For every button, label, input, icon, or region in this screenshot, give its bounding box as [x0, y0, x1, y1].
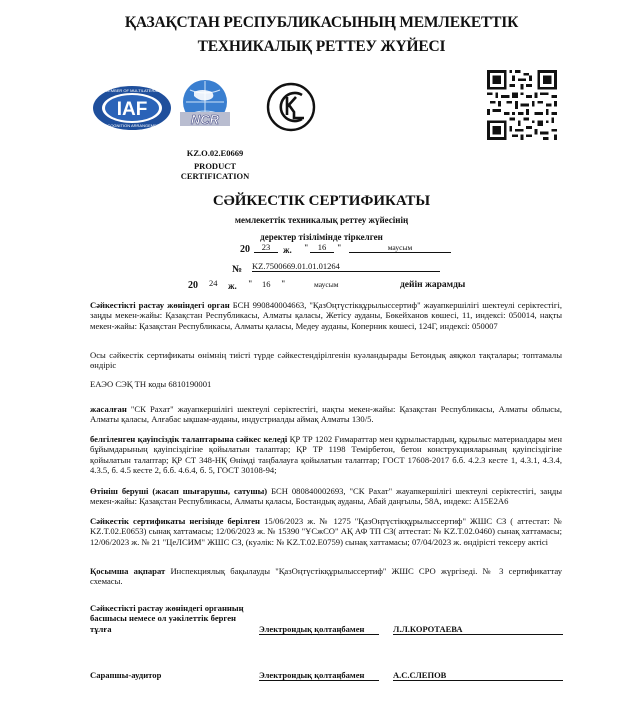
valid-year-prefix: 20: [188, 280, 198, 291]
code-value: 6810190001: [166, 379, 212, 389]
applicant-section: [90, 486, 562, 507]
basis-section: [90, 516, 562, 547]
signature-1-name: Л.Л.КОРОТАЕВА: [393, 624, 563, 635]
extra-info-text: Инспекциялық бақылауды "ҚазОңтүстікқұрылыссертиф" ЖШС СРО жүргізеді. № 3 сертификаттау схемасы.: [90, 566, 562, 587]
extra-info-section: [90, 566, 562, 587]
applicant-text: БСН 080840002693, "СК Рахат" жауапкершілігі шектеулі серіктестігі, заңды мекен-жайы: Қазақстан Республикасы, Алматы қаласы, Бостандық ауданы, Абай даңғылы, 58А, индекс: A15E2A6: [90, 486, 562, 507]
valid-day: 16: [262, 279, 271, 289]
signature-2-method: Электрондық қолтаңбамен: [259, 670, 379, 681]
svg-text:IAF: IAF: [116, 99, 148, 120]
valid-quote-open: ": [248, 279, 253, 288]
basis-label: Сәйкестік сертификаты негізінде берілген: [90, 516, 261, 526]
iaf-logo: [92, 85, 172, 131]
signature-2-name: А.С.СЛЕПОВ: [393, 670, 563, 681]
applicant-label: Өтініш беруші (жасап шығарушы, сатушы): [90, 486, 268, 496]
signature-1-role: [90, 603, 250, 634]
qr-code: [487, 70, 557, 140]
certification-body-label: Сәйкестікті растау жөніндегі орган: [90, 300, 230, 310]
certificate-title: СӘЙКЕСТІК СЕРТИФИКАТЫ: [212, 193, 431, 209]
product-text: Осы сәйкестік сертификаты өнімнің тиісті түрде сәйкестендірілгенін куәландырады Бетондық аяқжол тақталары; топтамалы өндіріс: [90, 350, 562, 371]
code-label: ЕАЭО СЭҚ ТН коды: [90, 379, 167, 389]
signature-1-role-line1: Сәйкестікті растау жөніндегі органның: [90, 603, 244, 613]
valid-year-suffix: ж.: [228, 281, 237, 291]
ncr-logo: [178, 78, 232, 133]
product-certification-label-1: PRODUCT: [193, 161, 237, 171]
header-title-line2: ТЕХНИКАЛЫҚ РЕТТЕУ ЖҮЙЕСІ: [197, 38, 446, 55]
signature-1-role-line2: басшысы немесе ол уәкілеттік берген: [90, 613, 236, 624]
accreditation-code: KZ.O.02.E0669: [186, 148, 244, 158]
basis-text: 15/06/2023 ж. № 1275 "ҚазОңтүстікқұрылыссертиф" ЖШС СЗ ( аттестат: № KZ.T.02.E0653) сынақ хаттамасы; 12/06/2023 ж. № 15390 "ҰСжСО" АҚ АФ ТП СЗ( аттестат: № KZ.T.02.0460) сынақ хаттамасы; 12/06/2023 ж. № 21 "ЦеЛСИМ" ЖШС СЗ, (куәлік: № KZ.T.02.E0759) сынақ хаттамасы; 07/04/2023 ж. өндірісті тексеру актісі: [90, 516, 563, 547]
reg-quote-close: ": [337, 243, 342, 252]
svg-text:RECOGNITION ARRANGEMENT: RECOGNITION ARRANGEMENT: [101, 123, 163, 128]
signature-2-role: Сарапшы-аудитор: [90, 670, 162, 680]
reg-year-prefix: 20: [240, 244, 250, 255]
product-section: [90, 350, 562, 371]
valid-month: маусым: [314, 280, 339, 289]
reg-quote-open: ": [304, 243, 309, 252]
reg-day: 16: [310, 242, 334, 253]
reg-year: 23: [254, 242, 278, 253]
valid-year: 24: [209, 278, 218, 288]
certification-body-section: [90, 300, 562, 331]
product-certification-label-2: CERTIFICATION: [180, 171, 250, 181]
header-title-line1: ҚАЗАҚСТАН РЕСПУБЛИКАСЫНЫҢ МЕМЛЕКЕТТІК: [124, 14, 519, 31]
kz-conformity-mark-icon: [266, 82, 316, 132]
certificate-number: KZ.7500669.01.01.01264: [252, 261, 440, 272]
manufacturer-text: "СК Рахат" жауапкершілігі шектеулі серіктестігі, нақты мекен-жайы: Қазақстан Республикасы, Алматы облысы, Алматы қаласы, Алғабас ықшам-ауданы, индустриалды аймақ Алматы 130/5.: [90, 404, 562, 425]
signature-1-method: Электрондық қолтаңбамен: [259, 624, 379, 635]
extra-info-label: Қосымша ақпарат: [90, 566, 166, 576]
code-section: [90, 379, 562, 389]
manufacturer-section: [90, 404, 562, 425]
valid-suffix: дейін жарамды: [400, 280, 466, 290]
certificate-subtitle-2: деректер тізілімінде тіркелген: [260, 232, 383, 242]
valid-quote-close: ": [281, 279, 286, 288]
reg-year-suffix: ж.: [283, 245, 292, 255]
certification-body-text: БСН 990840004663, "ҚазОңтүстікқұрылыссертиф" жауапкершілігі шектеулі серіктестігі, заңды мекен-жайы: Қазақстан Республикасы, Алматы қаласы, Жетісу ауданы, Бөкейханов көшесі, 11, индексі: 050014, нақты мекен-жайы: Қазақстан Республикасы, Алматы қаласы, Медеу ауданы, Коперник көшесі, 124Г, индексі: 050007: [90, 300, 562, 331]
certificate-subtitle-1: мемлекеттік техникалық реттеу жүйесінің: [234, 215, 409, 225]
requirements-text: ҚР ТР 1202 Ғимараттар мен құрылыстардың, құрылыс материалдары мен бұйымдарының қауіпсіздігіне қойылатын талаптар; ҚР ТР 1198 Темірбетон, бетон конструкцияларының қауіпсіздігіне қойылатын талаптар; ҚР СТ 348-НҚ Өнімді таңбалауға қойылатын талаптар; ГОСТ 17608-2017 б.б. 4.2.3 кесте 1, 4.3.1, 4.3.4, 4.3.5, б. 4.5 кесте 2, б.б. 4.6.4, б. 5, ГОСТ 30108-94;: [90, 434, 563, 475]
signature-1-role-line3: тұлға: [90, 623, 112, 634]
manufacturer-label: жасалған: [90, 404, 127, 414]
reg-month: маусым: [349, 243, 451, 253]
requirements-section: [90, 434, 562, 475]
requirements-label: белгіленген қауіпсіздік талаптарына сәйкес келеді: [90, 434, 288, 444]
svg-text:NCR: NCR: [190, 112, 220, 127]
number-label: №: [232, 264, 243, 275]
svg-text:MEMBER OF MULTILATERAL: MEMBER OF MULTILATERAL: [104, 88, 160, 93]
